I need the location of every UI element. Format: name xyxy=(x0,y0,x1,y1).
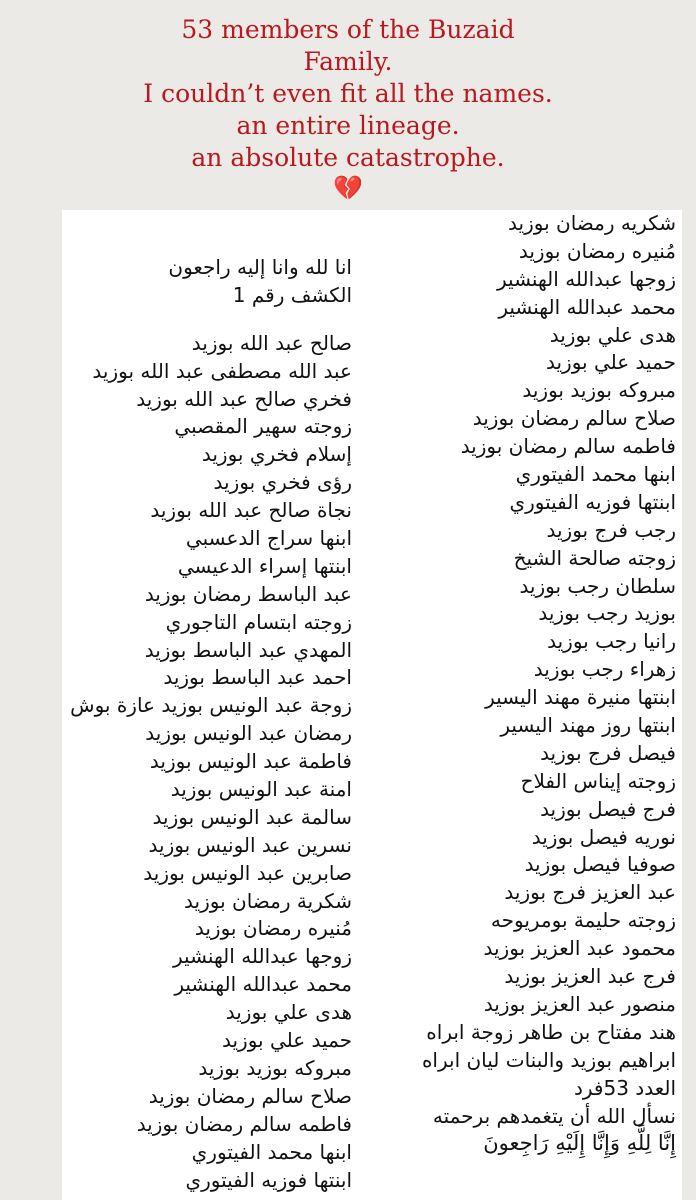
names-column-right xyxy=(336,210,676,1158)
left-column-name-line: فاطمه سالم رمضان بوزيد xyxy=(136,1111,352,1136)
left-column-name-line: مبروكه بوزيد بوزيد xyxy=(198,1055,352,1080)
right-column-name-line: زوجته صالحة الشيخ xyxy=(513,545,676,570)
left-column-name-line: هدى علي بوزيد xyxy=(225,1000,352,1025)
document-header-line: انا لله وانا إليه راجعون xyxy=(168,255,352,279)
right-column-name-line: زوجته إيناس الفلاح xyxy=(520,768,676,793)
right-column-name-line: هند مفتاح بن طاهر زوجة ابراه xyxy=(426,1019,676,1044)
right-column-name-line: سلطان رجب بوزيد xyxy=(519,573,676,598)
right-column-name-line: مبروكه بوزيد بوزيد xyxy=(522,378,676,403)
left-column-name-line: صلاح سالم رمضان بوزيد xyxy=(148,1083,352,1108)
right-column-name-line: زوجها عبدالله الهنشير xyxy=(497,266,676,291)
left-column-name-line: صابرين عبد الونيس بوزيد xyxy=(143,860,352,885)
left-column-name-line: زوجة عبد الونيس بوزيد عازة بوش xyxy=(70,693,352,718)
right-column-name-line: صلاح سالم رمضان بوزيد xyxy=(472,406,676,431)
caption-line-4: an entire lineage. xyxy=(236,111,460,140)
right-column-name-line: رانيا رجب بوزيد xyxy=(547,629,676,654)
right-column-name-line: شكريه رمضان بوزيد xyxy=(508,211,676,235)
left-column-name-line: ابنتها إسراء الدعيسي xyxy=(177,553,352,578)
right-column-name-line: نسأل الله أن يتغمدهم برحمته xyxy=(432,1103,676,1128)
right-column-name-line: نوريه فيصل بوزيد xyxy=(531,824,676,849)
right-column-name-line: زهراء رجب بوزيد xyxy=(533,657,676,682)
left-column-name-line: سالمة عبد الونيس بوزيد xyxy=(152,804,352,829)
left-column-name-line: عبد الباسط رمضان بوزيد xyxy=(144,581,352,606)
right-column-name-line: فيصل فرج بوزيد xyxy=(540,740,676,765)
left-column-name-line: زوجها عبدالله الهنشير xyxy=(173,944,352,969)
right-column-name-line: ابنتها منيرة مهند اليسير xyxy=(485,685,676,710)
right-column-name-line: ابنها محمد الفيتوري xyxy=(515,462,676,487)
right-column-name-line: فرج عبد العزيز بوزيد xyxy=(504,964,676,989)
left-column-name-line: ابنها محمد الفيتوري xyxy=(191,1139,352,1164)
left-column-name-line: إسلام فخري بوزيد xyxy=(201,442,352,467)
left-column-name-line: محمد عبدالله الهنشير xyxy=(174,972,352,997)
left-column-name-line: حميد علي بوزيد xyxy=(221,1028,352,1053)
left-column-name-line: نسرين عبد الونيس بوزيد xyxy=(148,832,352,857)
right-column-name-line: العدد 53فرد xyxy=(573,1075,676,1100)
left-column-name-line: عبد الله مصطفى عبد الله بوزيد xyxy=(92,358,352,383)
left-column-name-line: صالح عبد الله بوزيد xyxy=(191,330,352,355)
left-column-name-line: رؤى فخري بوزيد xyxy=(213,470,352,495)
caption-line-1: 53 members of the Buzaid xyxy=(181,15,515,44)
right-column-name-line: فرج فيصل بوزيد xyxy=(540,796,676,821)
left-column-name-line: فاطمة عبد الونيس بوزيد xyxy=(149,749,352,774)
right-column-name-line: إِنَّا لِلَّهِ وَإِنَّا إِلَيْهِ رَاجِعونَ xyxy=(483,1131,676,1156)
right-column-name-line: منصور عبد العزيز بوزيد xyxy=(483,991,676,1016)
left-column-name-line: احمد عبد الباسط بوزيد xyxy=(163,665,352,690)
left-column-name-line: رمضان عبد الونيس بوزيد xyxy=(145,721,352,746)
left-column-name-line: امنة عبد الونيس بوزيد xyxy=(170,777,352,802)
document-header-line: الكشف رقم 1 xyxy=(232,282,352,307)
right-column-name-line: عبد العزيز فرج بوزيد xyxy=(504,880,676,905)
names-column-left xyxy=(62,254,352,1194)
right-column-name-line: مُنيره رمضان بوزيد xyxy=(518,238,676,263)
left-column-name-line: نجاة صالح عبد الله بوزيد xyxy=(150,498,352,523)
right-column-name-line: حميد علي بوزيد xyxy=(545,350,676,375)
caption-line-2: Family. xyxy=(303,47,393,76)
right-column-name-line: زوجته حليمة بومريوحه xyxy=(490,908,676,933)
victims-list-document xyxy=(62,210,682,1200)
left-column-name-line: زوجته سهير المقصبي xyxy=(174,414,352,439)
right-column-name-line: بوزيد رجب بوزيد xyxy=(538,601,676,626)
header-spacer xyxy=(62,310,352,330)
right-column-name-line: صوفيا فيصل بوزيد xyxy=(524,852,676,877)
right-column-name-line: ابنتها فوزيه الفيتوري xyxy=(509,489,676,514)
left-column-name-line: المهدي عبد الباسط بوزيد xyxy=(144,637,352,662)
right-column-name-line: ابراهيم بوزيد والبنات ليان ابراه xyxy=(421,1047,676,1072)
left-column-name-line: ابنتها فوزيه الفيتوري xyxy=(185,1167,352,1192)
right-column-name-line: محمد عبدالله الهنشير xyxy=(498,294,676,319)
story-caption xyxy=(0,14,696,202)
left-column-name-line: شكرية رمضان بوزيد xyxy=(184,888,352,913)
right-column-name-line: ابنتها روز مهند اليسير xyxy=(500,713,676,738)
right-column-name-line: رجب فرج بوزيد xyxy=(546,517,676,542)
caption-line-5: an absolute catastrophe. xyxy=(191,143,505,172)
right-column-name-line: فاطمه سالم رمضان بوزيد xyxy=(460,434,676,459)
left-column-name-line: ابنها سراج الدعسبي xyxy=(185,526,352,551)
broken-heart-icon: 💔 xyxy=(333,174,363,202)
left-column-name-line: فخري صالح عبد الله بوزيد xyxy=(136,386,352,411)
right-column-name-line: محمود عبد العزيز بوزيد xyxy=(483,936,676,961)
caption-line-3: I couldn’t even fit all the names. xyxy=(143,79,553,108)
right-column-name-line: هدى علي بوزيد xyxy=(549,322,676,347)
left-column-name-line: زوجته ابتسام التاجوري xyxy=(165,609,352,634)
left-column-name-line: مُنيره رمضان بوزيد xyxy=(194,916,352,941)
